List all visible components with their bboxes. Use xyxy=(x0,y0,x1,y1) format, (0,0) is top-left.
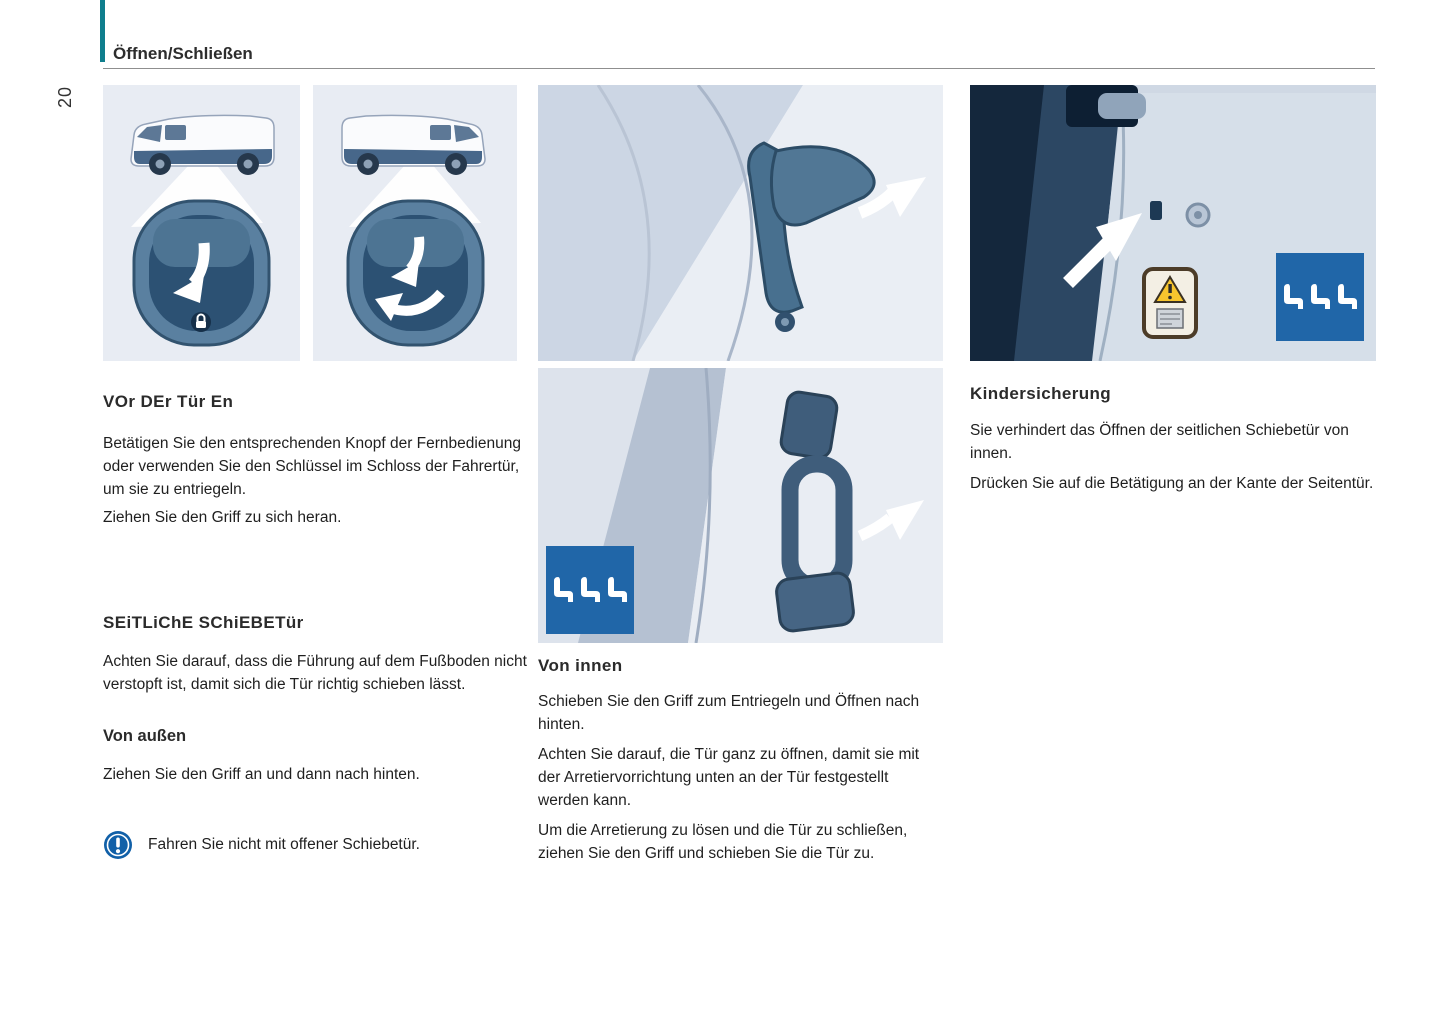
page-number: 20 xyxy=(55,86,75,109)
van-side-view-icon xyxy=(131,115,274,175)
door-handle-pull-icon xyxy=(134,201,269,345)
from-inside-paragraph-2: Achten Sie darauf, die Tür ganz zu öffnen, damit sie mit der Arretiervorrichtung unten an der Tür festgestellt werden kann. xyxy=(538,746,920,809)
front-doors-paragraph-2: Ziehen Sie den Griff zu sich heran. xyxy=(103,509,342,526)
front-door-illustrations xyxy=(103,85,533,361)
interior-sliding-handle-illustration xyxy=(538,368,943,643)
sliding-door-exterior-illustration xyxy=(313,85,517,361)
column-child-lock xyxy=(970,85,1376,495)
front-doors-paragraph-1: Betätigen Sie den entsprechenden Knopf der Fernbedienung oder verwenden Sie den Schlüssel im Schloss der Fahrertür, um sie zu entriegeln. xyxy=(103,435,521,498)
section-heading-child-lock: Kindersicherung xyxy=(970,384,1112,403)
seat-row-pictogram xyxy=(1276,253,1364,341)
front-door-exterior-illustration xyxy=(103,85,300,361)
warning-exclamation-icon xyxy=(103,830,133,860)
from-outside-paragraph: Ziehen Sie den Griff an und dann nach hinten. xyxy=(103,766,420,783)
header-accent-bar xyxy=(100,0,105,62)
interior-door-handle-illustration xyxy=(538,85,943,361)
door-handle-pull-icon xyxy=(348,201,483,345)
child-lock-switch xyxy=(1150,201,1162,220)
child-lock-warning-sticker xyxy=(1144,269,1196,337)
subheading-from-outside: Von außen xyxy=(103,727,187,745)
door-handle-pocket xyxy=(1066,85,1146,127)
from-inside-paragraph-1: Schieben Sie den Griff zum Entriegeln und Öffnen nach hinten. xyxy=(538,693,920,733)
child-lock-paragraph-1: Sie verhindert das Öffnen der seitlichen Schiebetür von innen. xyxy=(970,422,1349,462)
child-lock-paragraph-2: Drücken Sie auf die Betätigung an der Kante der Seitentür. xyxy=(970,475,1374,492)
section-heading-sliding-door: SEiTLiChE SChiEBETür xyxy=(103,613,304,632)
header-divider xyxy=(103,68,1375,69)
warning-note xyxy=(103,830,533,860)
section-heading-front-doors: VOr DEr Tür En xyxy=(103,392,234,411)
column-front-and-sliding-doors xyxy=(103,85,533,860)
van-side-view-icon xyxy=(342,115,485,175)
warning-text: Fahren Sie nicht mit offener Schiebetür. xyxy=(148,836,420,853)
column-inside-handles xyxy=(538,85,943,865)
sliding-door-paragraph: Achten Sie darauf, dass die Führung auf dem Fußboden nicht verstopft ist, damit sich die Tür richtig schieben lässt. xyxy=(103,653,527,693)
page-header-title: Öffnen/Schließen xyxy=(113,44,253,63)
from-inside-paragraph-3: Um die Arretierung zu lösen und die Tür zu schließen, ziehen Sie den Griff und schieben Sie die Tür zu. xyxy=(538,822,908,862)
seat-row-pictogram xyxy=(546,546,634,634)
subheading-from-inside: Von innen xyxy=(538,656,623,675)
child-lock-illustration xyxy=(970,85,1376,361)
